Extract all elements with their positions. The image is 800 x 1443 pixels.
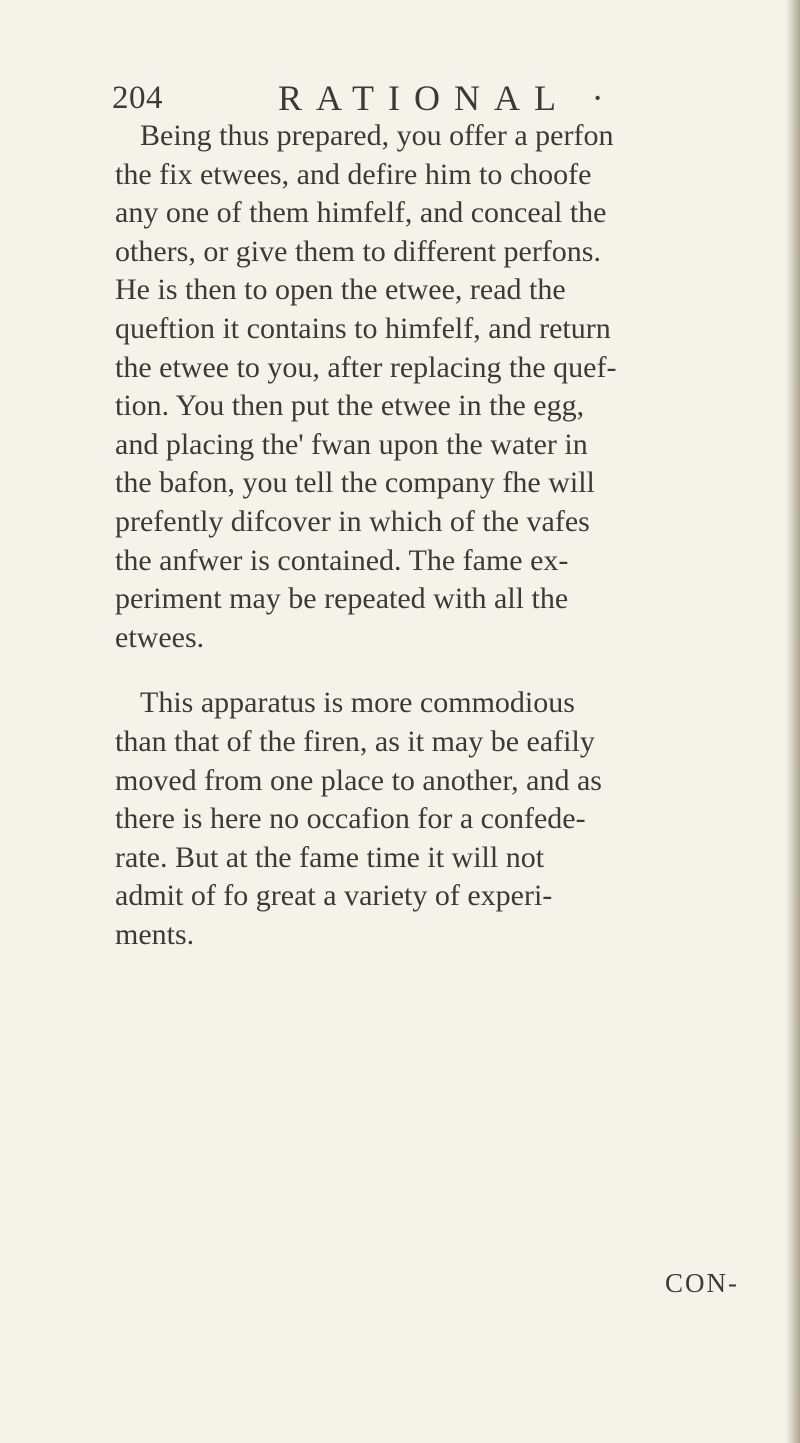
text-line: He is then to open the etwee, read the	[115, 273, 566, 307]
text-line: etwees.	[115, 620, 205, 654]
running-title: RATIONAL ·	[278, 78, 618, 118]
text-line: queftion it contains to himfelf, and return	[115, 311, 611, 345]
body-text	[115, 117, 775, 954]
paragraph-gap	[115, 657, 775, 684]
text-line: the anfwer is contained. The fame ex-	[115, 543, 569, 577]
text-line: others, or give them to different perfons.	[115, 234, 601, 268]
text-line: the fix etwees, and defire him to choofe	[115, 157, 592, 191]
text-line: admit of fo great a variety of experi-	[115, 879, 553, 913]
text-line: This apparatus is more commodious	[140, 686, 575, 720]
page-number: 204	[112, 80, 163, 116]
text-line: moved from one place to another, and as	[115, 763, 602, 797]
text-line: and placing the' fwan upon the water in	[115, 427, 588, 461]
text-line: any one of them himfelf, and conceal the	[115, 196, 607, 230]
text-line: the bafon, you tell the company fhe will	[115, 466, 595, 500]
text-line: the etwee to you, after replacing the quef-	[115, 350, 617, 384]
text-line: rate. But at the fame time it will not	[115, 840, 545, 874]
text-line: periment may be repeated with all the	[115, 582, 569, 616]
paragraph-1	[115, 117, 775, 657]
text-line: Being thus prepared, you offer a perfon	[140, 119, 614, 152]
catchword: CON-	[665, 1268, 739, 1298]
text-line: than that of the firen, as it may be eafily	[115, 724, 595, 758]
text-line: tion. You then put the etwee in the egg,	[115, 389, 585, 423]
text-line: there is here no occafion for a confede-	[115, 802, 586, 836]
paragraph-2	[115, 684, 775, 954]
text-line: ments.	[115, 917, 195, 951]
text-line: prefently difcover in which of the vafes	[115, 504, 590, 538]
page-edge-shadow	[786, 0, 800, 1443]
